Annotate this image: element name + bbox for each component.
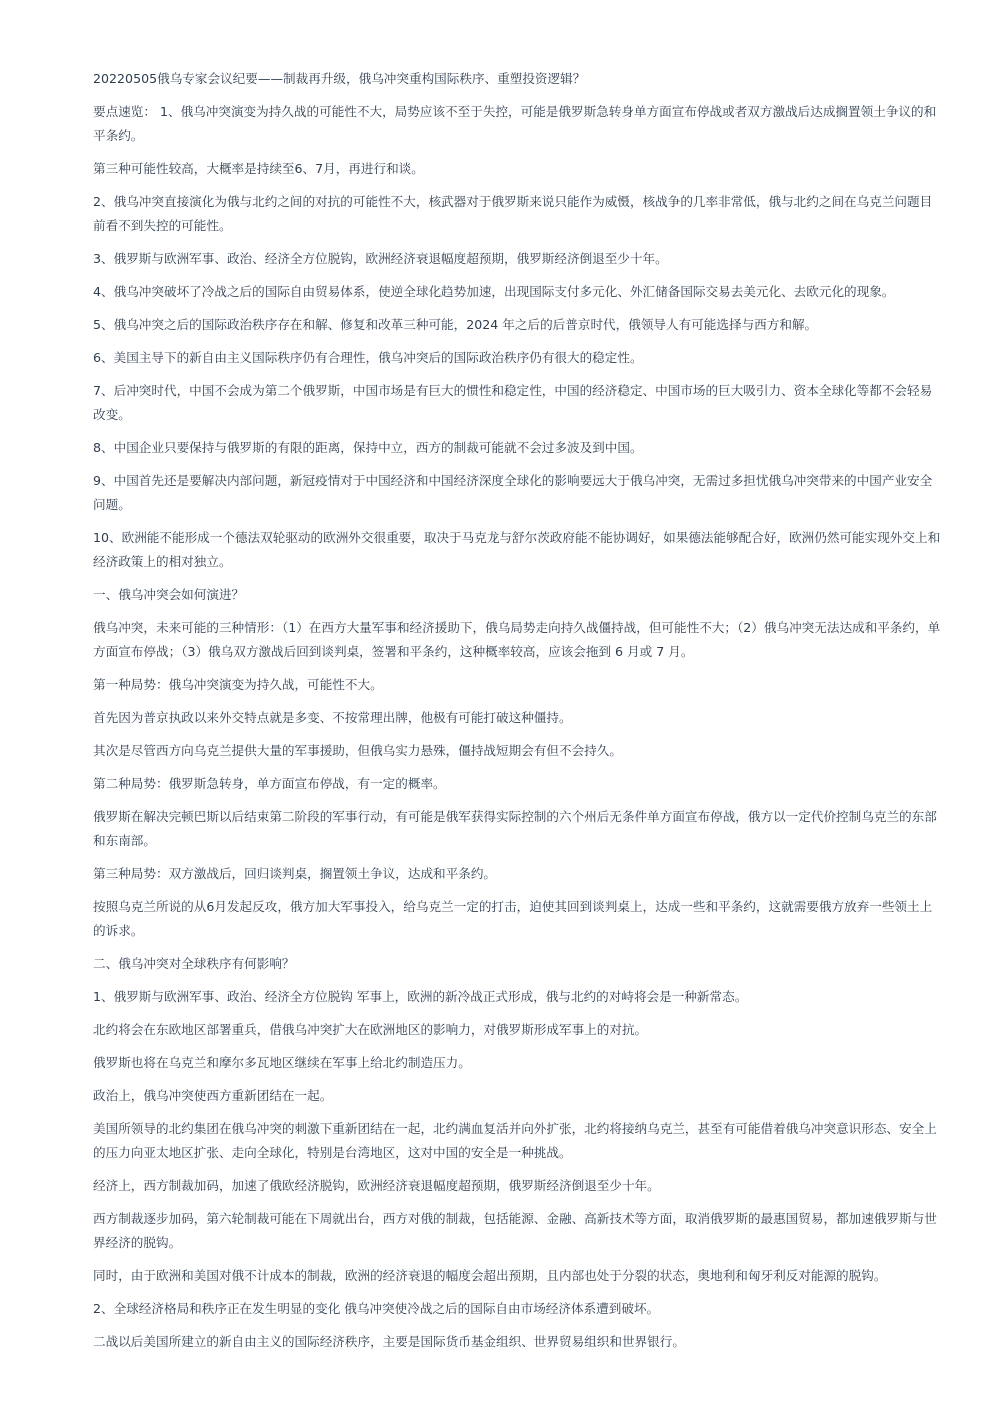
- paragraph: 北约将会在东欧地区部署重兵，借俄乌冲突扩大在欧洲地区的影响力，对俄罗斯形成军事上的对抗。: [93, 1022, 648, 1037]
- document-page: [93, 67, 943, 1363]
- paragraph: 2、俄乌冲突直接演化为俄与北约之间的对抗的可能性不大，核武器对于俄罗斯来说只能作为威慑，核战争的几率非常低，俄与北约之间在乌克兰问题目前看不到失控的可能性。: [93, 194, 933, 233]
- paragraph: 8、中国企业只要保持与俄罗斯的有限的距离，保持中立，西方的制裁可能就不会过多波及到中国。: [93, 440, 643, 455]
- paragraph: 10、欧洲能不能形成一个德法双轮驱动的欧洲外交很重要，取决于马克龙与舒尔茨政府能不能协调好，如果德法能够配合好，欧洲仍然可能实现外交上和经济政策上的相对独立。: [93, 530, 941, 569]
- paragraph: 俄罗斯在解决完顿巴斯以后结束第二阶段的军事行动，有可能是俄军获得实际控制的六个州后无条件单方面宣布停战，俄方以一定代价控制乌克兰的东部和东南部。: [93, 809, 937, 848]
- paragraph: 9、中国首先还是要解决内部问题，新冠疫情对于中国经济和中国经济深度全球化的影响要远大于俄乌冲突，无需过多担忧俄乌冲突带来的中国产业安全问题。: [93, 473, 933, 512]
- paragraph: 第三种可能性较高，大概率是持续至6、7月，再进行和谈。: [93, 161, 424, 176]
- paragraph: 第三种局势：双方激战后，回归谈判桌，搁置领土争议，达成和平条约。: [93, 866, 496, 881]
- paragraph: 按照乌克兰所说的从6月发起反攻，俄方加大军事投入，给乌克兰一定的打击，迫使其回到谈判桌上，达成一些和平条约，这就需要俄方放弃一些领土上的诉求。: [93, 899, 933, 938]
- paragraph: 政治上，俄乌冲突使西方重新团结在一起。: [93, 1088, 333, 1103]
- document-body: [93, 100, 943, 1354]
- paragraph: 二、俄乌冲突对全球秩序有何影响？: [93, 956, 295, 971]
- paragraph: 第一种局势：俄乌冲突演变为持久战，可能性不大。: [93, 677, 383, 692]
- paragraph: 二战以后美国所建立的新自由主义的国际经济秩序，主要是国际货币基金组织、世界贸易组织和世界银行。: [93, 1334, 685, 1349]
- paragraph: 2、全球经济格局和秩序正在发生明显的变化 俄乌冲突使冷战之后的国际自由市场经济体系遭到破坏。: [93, 1301, 660, 1316]
- paragraph: 5、俄乌冲突之后的国际政治秩序存在和解、修复和改革三种可能，2024 年之后的后普京时代，俄领导人有可能选择与西方和解。: [93, 317, 818, 332]
- paragraph: 经济上，西方制裁加码，加速了俄欧经济脱钩，欧洲经济衰退幅度超预期，俄罗斯经济倒退至少十年。: [93, 1178, 660, 1193]
- paragraph: 6、美国主导下的新自由主义国际秩序仍有合理性，俄乌冲突后的国际政治秩序仍有很大的稳定性。: [93, 350, 643, 365]
- paragraph: 首先因为普京执政以来外交特点就是多变、不按常理出牌，他极有可能打破这种僵持。: [93, 710, 572, 725]
- paragraph: 要点速览： 1、俄乌冲突演变为持久战的可能性不大，局势应该不至于失控，可能是俄罗斯急转身单方面宣布停战或者双方激战后达成搁置领土争议的和平条约。: [93, 104, 937, 143]
- paragraph: 其次是尽管西方向乌克兰提供大量的军事援助，但俄乌实力悬殊，僵持战短期会有但不会持久。: [93, 743, 622, 758]
- paragraph: 第二种局势：俄罗斯急转身，单方面宣布停战，有一定的概率。: [93, 776, 446, 791]
- paragraph: 西方制裁逐步加码，第六轮制裁可能在下周就出台，西方对俄的制裁，包括能源、金融、高新技术等方面，取消俄罗斯的最惠国贸易，都加速俄罗斯与世界经济的脱钩。: [93, 1211, 937, 1250]
- document-title: 20220505俄乌专家会议纪要——制裁再升级，俄乌冲突重构国际秩序、重塑投资逻辑？: [93, 71, 586, 86]
- paragraph: 4、俄乌冲突破坏了冷战之后的国际自由贸易体系，使逆全球化趋势加速，出现国际支付多元化、外汇储备国际交易去美元化、去欧元化的现象。: [93, 284, 895, 299]
- paragraph: 7、后冲突时代，中国不会成为第二个俄罗斯，中国市场是有巨大的惯性和稳定性，中国的经济稳定、中国市场的巨大吸引力、资本全球化等都不会轻易改变。: [93, 383, 933, 422]
- paragraph: 同时，由于欧洲和美国对俄不计成本的制裁，欧洲的经济衰退的幅度会超出预期，且内部也处于分裂的状态，奥地利和匈牙利反对能源的脱钩。: [93, 1268, 887, 1283]
- paragraph: 3、俄罗斯与欧洲军事、政治、经济全方位脱钩，欧洲经济衰退幅度超预期，俄罗斯经济倒退至少十年。: [93, 251, 668, 266]
- paragraph: 俄罗斯也将在乌克兰和摩尔多瓦地区继续在军事上给北约制造压力。: [93, 1055, 471, 1070]
- paragraph: 一、俄乌冲突会如何演进？: [93, 587, 245, 602]
- paragraph: 1、俄罗斯与欧洲军事、政治、经济全方位脱钩 军事上，欧洲的新冷战正式形成，俄与北约的对峙将会是一种新常态。: [93, 989, 748, 1004]
- paragraph: 俄乌冲突，未来可能的三种情形：（1）在西方大量军事和经济援助下，俄乌局势走向持久战僵持战，但可能性不大；（2）俄乌冲突无法达成和平条约，单方面宣布停战；（3）俄乌双方激战后回到谈判桌，签署和平条约，这种概率较高，应该会拖到 6 月或 7 月。: [93, 620, 941, 659]
- paragraph: 美国所领导的北约集团在俄乌冲突的刺激下重新团结在一起，北约满血复活并向外扩张，北约将接纳乌克兰，甚至有可能借着俄乌冲突意识形态、安全上的压力向亚太地区扩张、走向全球化，特别是台湾地区，这对中国的安全是一种挑战。: [93, 1121, 937, 1160]
